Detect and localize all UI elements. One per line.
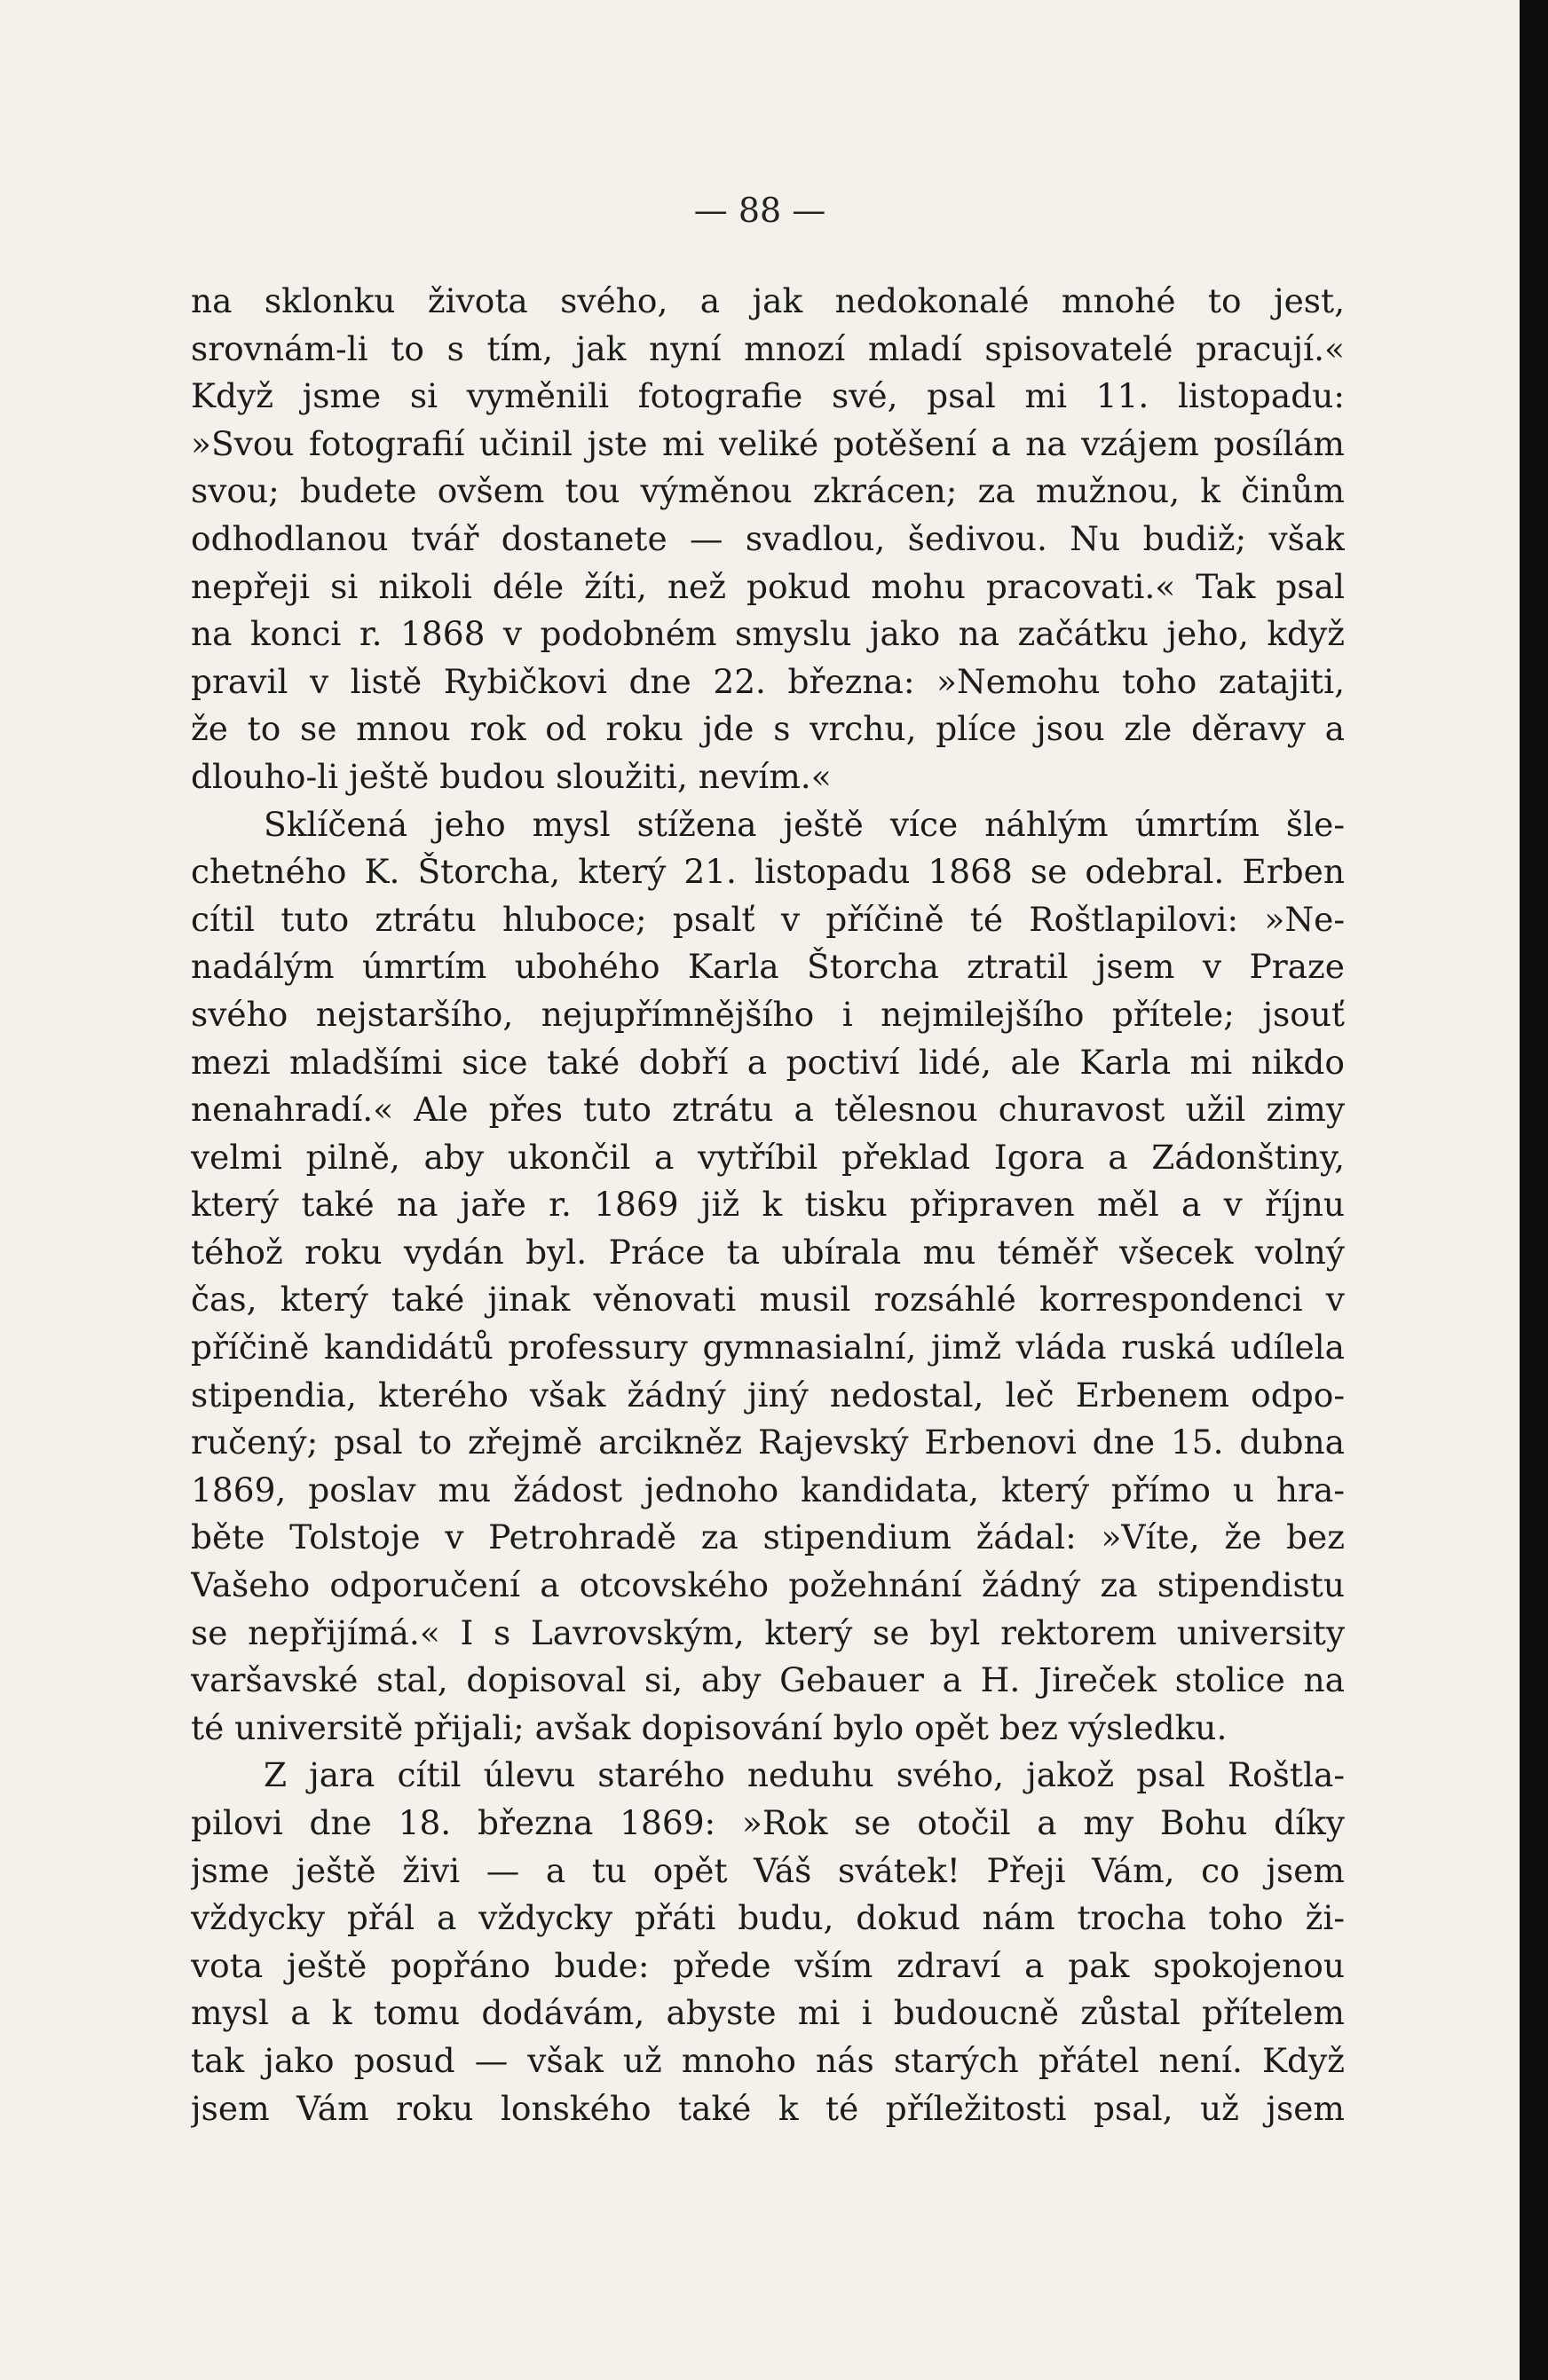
text-line: příčině kandidátů professury gymnasialní, jimž vláda ruská udílela	[191, 1328, 1345, 1367]
text-line: běte Tolstoje v Petrohradě za stipendium žádal: »Víte, že bez	[191, 1517, 1345, 1557]
text-line: tak jako posud — však už mnoho nás starých přátel není. Když	[191, 2040, 1345, 2080]
page-number: — 88 —	[693, 191, 826, 230]
text-line: Sklíčená jeho mysl stížena ještě více náhlým úmrtím šle-	[264, 804, 1345, 844]
text-line: Vašeho odporučení a otcovského požehnání žádný za stipendistu	[191, 1565, 1345, 1605]
text-line: velmi pilně, aby ukončil a vytříbil překlad Igora a Zádonštiny,	[191, 1137, 1345, 1177]
text-line: téhož roku vydán byl. Práce ta ubírala mu téměř všecek volný	[191, 1232, 1345, 1272]
scan-border	[1520, 0, 1548, 2380]
text-line: který také na jaře r. 1869 již k tisku připraven měl a v říjnu	[191, 1185, 1345, 1225]
text-line: na konci r. 1868 v podobném smyslu jako na začátku jeho, když	[191, 614, 1345, 654]
text-line: ručený; psal to zřejmě arcikněz Rajevský Erbenovi dne 15. dubna	[191, 1422, 1345, 1462]
text-line: jsem Vám roku lonského také k té příležitosti psal, už jsem	[191, 2088, 1345, 2128]
text-line: mezi mladšími sice také dobří a poctiví lidé, ale Karla mi nikdo	[191, 1042, 1345, 1082]
text-line: svou; budete ovšem tou výměnou zkrácen; za mužnou, k činům	[191, 471, 1345, 511]
text-line: srovnám-li to s tím, jak nyní mnozí mladí spisovatelé pracují.«	[191, 328, 1345, 368]
text-line: se nepřijímá.« I s Lavrovským, který se byl rektorem university	[191, 1612, 1345, 1652]
text-line: mysl a k tomu dodávám, abyste mi i budoucně zůstal přítelem	[191, 1993, 1345, 2033]
text-line: varšavské stal, dopisoval si, aby Gebauer a H. Jireček stolice na	[191, 1660, 1345, 1700]
text-line: stipendia, kterého však žádný jiný nedostal, leč Erbenem odpo-	[191, 1375, 1345, 1415]
text-line: té universitě přijali; avšak dopisování bylo opět bez výsledku.	[191, 1707, 1228, 1747]
text-line: dlouho-li ještě budou sloužiti, nevím.«	[191, 756, 832, 796]
text-line: na sklonku života svého, a jak nedokonalé mnohé to jest,	[191, 281, 1345, 320]
text-line: že to se mnou rok od roku jde s vrchu, plíce jsou zle děravy a	[191, 709, 1345, 749]
text-line: odhodlanou tvář dostanete — svadlou, šedivou. Nu budiž; však	[191, 518, 1345, 558]
text-line: jsme ještě živi — a tu opět Váš svátek! Přeji Vám, co jsem	[191, 1850, 1345, 1890]
text-line: vota ještě popřáno bude: přede vším zdraví a pak spokojenou	[191, 1945, 1345, 1985]
text-line: 1869, poslav mu žádost jednoho kandidata, který přímo u hra-	[191, 1470, 1345, 1509]
text-line: pilovi dne 18. března 1869: »Rok se otočil a my Bohu díky	[191, 1803, 1345, 1842]
text-line: Když jsme si vyměnili fotografie své, psal mi 11. listopadu:	[191, 376, 1345, 416]
text-line: »Svou fotografií učinil jste mi veliké potěšení a na vzájem posílám	[191, 423, 1345, 463]
text-line: vždycky přál a vždycky přáti budu, dokud nám trocha toho ži-	[191, 1898, 1345, 1938]
text-line: nepřeji si nikoli déle žíti, než pokud mohu pracovati.« Tak psal	[191, 566, 1345, 606]
text-line: cítil tuto ztrátu hluboce; psalť v příčině té Roštlapilovi: »Ne-	[191, 899, 1345, 939]
text-line: Z jara cítil úlevu starého neduhu svého, jakož psal Roštla-	[264, 1755, 1345, 1795]
text-line: pravil v listě Rybičkovi dne 22. března: »Nemohu toho zatajiti,	[191, 661, 1345, 701]
body-text	[191, 278, 1345, 2132]
text-line: čas, který také jinak věnovati musil rozsáhlé korrespondenci v	[191, 1280, 1345, 1320]
text-line: chetného K. Štorcha, který 21. listopadu 1868 se odebral. Erben	[191, 852, 1345, 892]
text-line: svého nejstaršího, nejupřímnějšího i nejmilejšího přítele; jsouť	[191, 994, 1345, 1034]
text-line: nenahradí.« Ale přes tuto ztrátu a tělesnou churavost užil zimy	[191, 1090, 1345, 1130]
text-line: nadálým úmrtím ubohého Karla Štorcha ztratil jsem v Praze	[191, 947, 1345, 987]
